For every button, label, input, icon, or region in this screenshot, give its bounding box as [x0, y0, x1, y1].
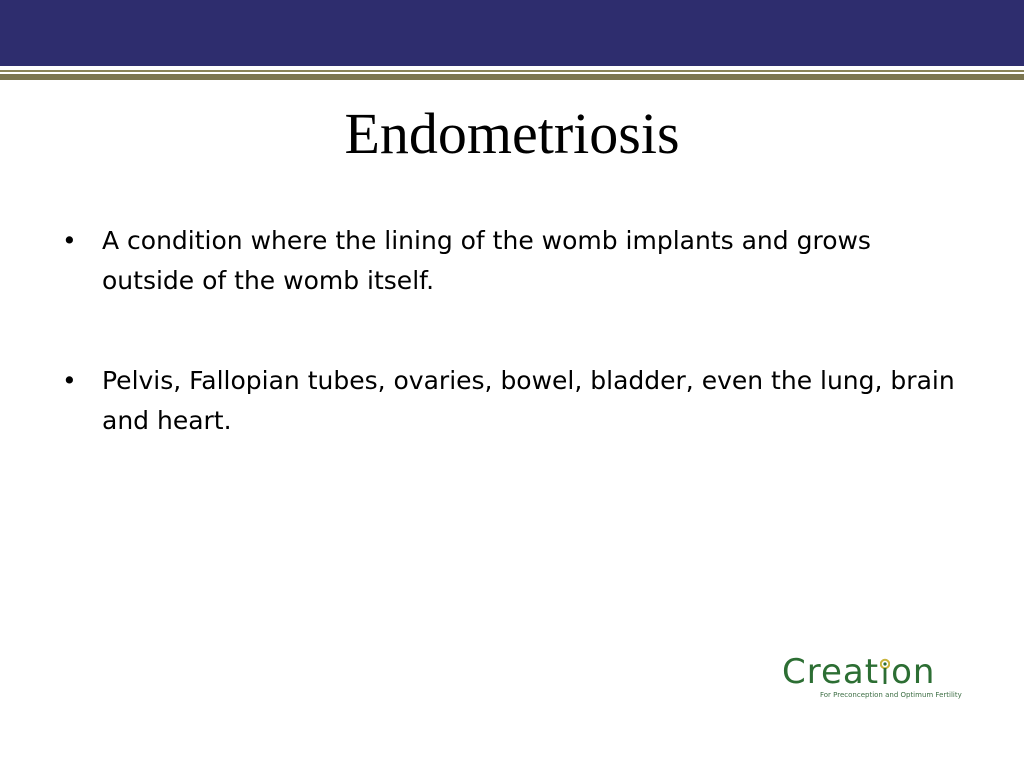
- bullet-dot-icon: •: [62, 366, 77, 395]
- bullet-dot-icon: •: [62, 226, 77, 255]
- logo-wordmark: [782, 652, 935, 692]
- bullet-item: [58, 361, 968, 441]
- header-rule-thin: [0, 70, 1024, 72]
- logo-tagline: For Preconception and Optimum Fertility: [820, 691, 962, 699]
- logo-word-after: on: [891, 652, 936, 692]
- creation-logo: [782, 652, 972, 702]
- bullet-list: [58, 221, 968, 441]
- key-i-icon: [880, 657, 890, 685]
- bullet-item: [58, 221, 968, 301]
- header-bar: [0, 0, 1024, 66]
- slide-title: Endometriosis: [344, 101, 680, 166]
- bullet-text: A condition where the lining of the womb implants and grows outside of the womb itself.: [102, 226, 871, 295]
- bullet-text: Pelvis, Fallopian tubes, ovaries, bowel, bladder, even the lung, brain and heart.: [102, 366, 955, 435]
- logo-word-before: Creat: [782, 652, 880, 692]
- header-rule-thick: [0, 74, 1024, 80]
